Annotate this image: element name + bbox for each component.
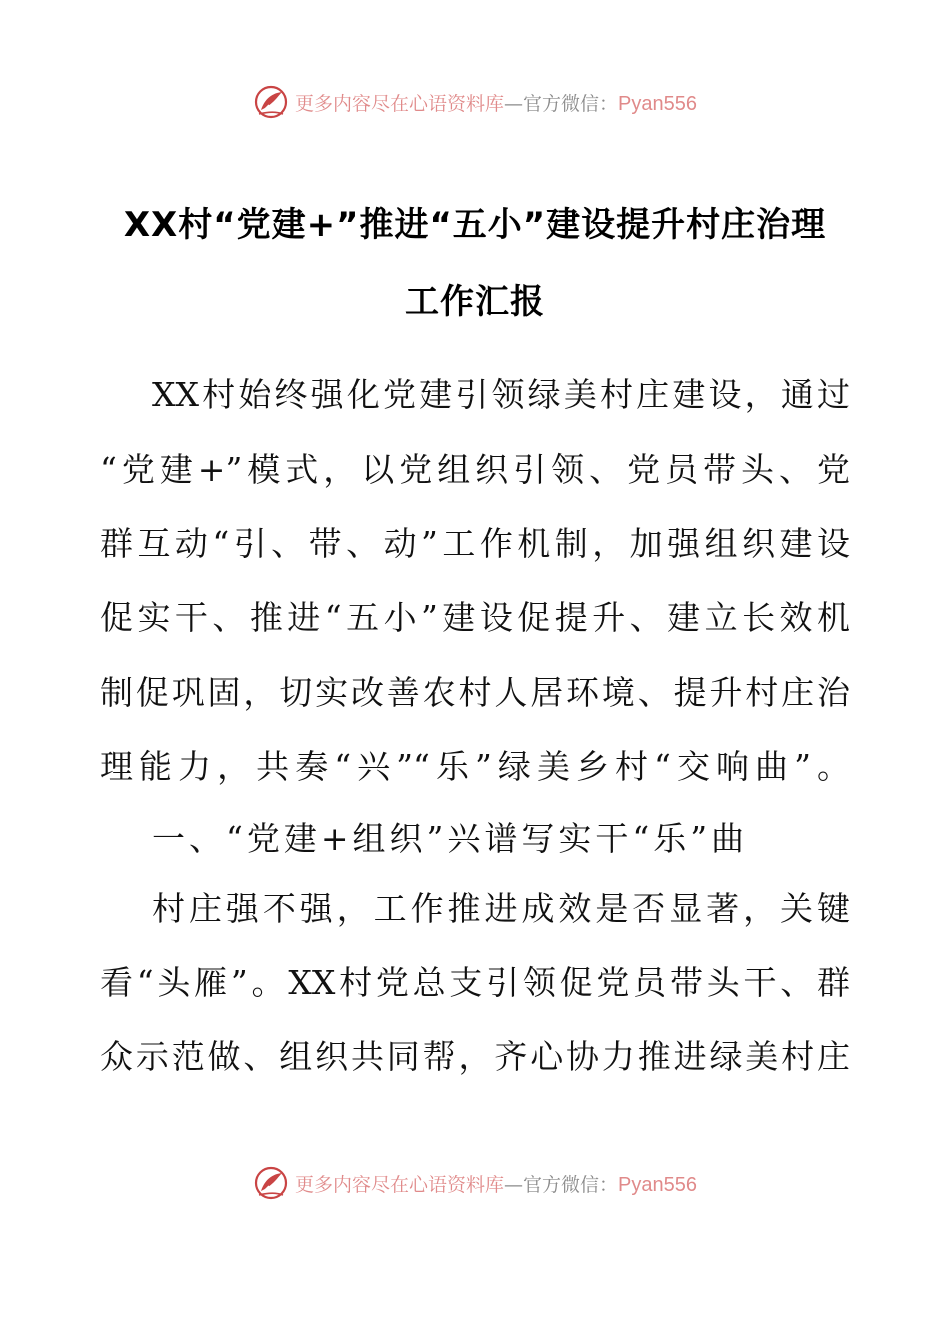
- watermark-header: [0, 82, 950, 122]
- watermark-footer: [0, 1163, 950, 1203]
- document-title-line-2: 工作汇报: [405, 282, 545, 322]
- section-heading: 一、“党建+组织”兴谱写实干“乐”曲: [152, 819, 749, 858]
- watermark-wechat-id: Pyan556: [618, 1173, 697, 1196]
- paragraph-line: 促实干、推进“五小”建设促提升、建立长效机: [100, 598, 850, 637]
- paragraph-line: “党建+”模式，以党组织引领、党员带头、党: [100, 450, 850, 489]
- watermark-text: [295, 89, 697, 116]
- paragraph-line: 理能力，共奏“兴”“乐”绿美乡村“交响曲”。: [100, 747, 850, 786]
- paragraph-line: 群互动“引、带、动”工作机制，加强组织建设: [100, 524, 850, 563]
- watermark-separator: —: [504, 92, 524, 115]
- paragraph-line: 看“头雁”。XX村党总支引领促党员带头干、群: [100, 963, 850, 1002]
- watermark-text: [295, 1170, 697, 1197]
- watermark-site-text: 更多内容尽在心语资料库: [295, 92, 505, 115]
- paragraph-line: XX村始终强化党建引领绿美村庄建设，通过: [152, 375, 850, 414]
- paragraph-line: 村庄强不强，工作推进成效是否显著，关键: [152, 889, 850, 928]
- watermark-wechat-label: 官方微信：: [523, 1173, 619, 1196]
- watermark-wechat-id: Pyan556: [618, 92, 697, 115]
- pen-nib-logo-icon: [253, 1165, 289, 1201]
- pen-nib-logo-icon: [253, 84, 289, 120]
- paragraph-line: 制促巩固，切实改善农村人居环境、提升村庄治: [100, 673, 850, 712]
- watermark-site-text: 更多内容尽在心语资料库: [295, 1173, 505, 1196]
- document-title-line-1: XX村“党建+”推进“五小”建设提升村庄治理: [123, 205, 827, 245]
- watermark-wechat-label: 官方微信：: [523, 92, 619, 115]
- paragraph-line: 众示范做、组织共同帮，齐心协力推进绿美村庄: [100, 1037, 850, 1076]
- watermark-separator: —: [504, 1173, 524, 1196]
